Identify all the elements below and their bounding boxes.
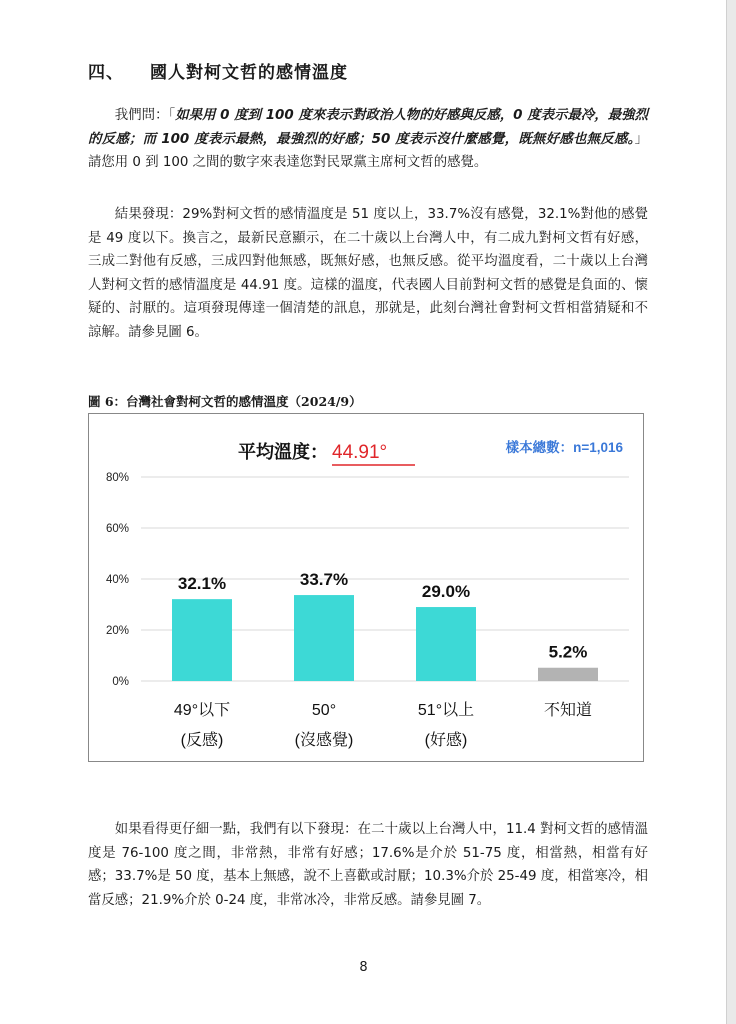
bar-value-label: 33.7%	[299, 570, 349, 590]
x-tick-label: 不知道	[543, 702, 593, 719]
chart-container	[88, 413, 644, 762]
bar	[294, 595, 354, 681]
x-tick-sublabel: (沒感覺)	[294, 732, 354, 749]
y-tick-label: 0%	[112, 676, 129, 688]
question-lead: 我們問：「	[114, 108, 176, 123]
page-number: 8	[359, 960, 368, 975]
paragraph-question	[88, 104, 648, 175]
chart-title: 平均溫度：	[238, 442, 328, 462]
section-title: 國人對柯文哲的感情溫度	[150, 63, 348, 83]
bar	[172, 599, 232, 681]
chart-average-value: 44.91°	[332, 442, 388, 463]
page-edge	[726, 0, 736, 1024]
y-tick-label: 40%	[105, 574, 129, 586]
bar-value-label: 29.0%	[421, 582, 471, 602]
section-number: 四、	[88, 63, 124, 83]
y-tick-label: 20%	[105, 625, 129, 637]
x-tick-label: 49°以下	[173, 702, 231, 719]
bar-value-label: 32.1%	[177, 574, 227, 594]
section-heading	[88, 58, 348, 83]
bar	[538, 668, 598, 681]
paragraph-results: 結果發現：29%對柯文哲的感情溫度是 51 度以上，33.7%沒有感覺，32.1%對他的感覺是 49 度以下。換言之，最新民意顯示，在二十歲以上台灣人中，有二成九對柯文哲有好感，三成二對他有反感，三成四對他無感，既無好感，也無反感。從平均溫度看，二十歲以上台灣人對柯文哲的感情溫度是 44.91 度。這樣的溫度，代表國人目前對柯文哲的感覺是負面的、懷疑的、討厭的。這項發現傳達一個清楚的訊息，那就是，此刻台灣社會對柯文哲相當猜疑和不諒解。請參見圖 6。	[88, 207, 648, 340]
bar-chart	[89, 414, 643, 761]
chart-sample-note: 樣本總數：n=1,016	[505, 440, 623, 455]
x-tick-sublabel: (反感)	[180, 732, 224, 749]
figure-caption: 圖 6：台灣社會對柯文哲的感情溫度（2024/9）	[88, 394, 362, 409]
question-text: 如果用 0 度到 100 度來表示對政治人物的好感與反感，0 度表示最冷，最強烈的反感；而 100 度表示最熱，最強烈的好感；50 度表示沒什麼感覺，既無好感也無反感。	[88, 108, 648, 147]
y-tick-label: 60%	[105, 523, 129, 535]
paragraph-detail: 如果看得更仔細一點，我們有以下發現：在二十歲以上台灣人中，11.4 對柯文哲的感情溫度是 76-100 度之間，非常熱，非常有好感；17.6%是介於 51-75 度，相當熱，相當有好感；33.7%是 50 度，基本上無感，說不上喜歡或討厭；10.3%介於 25-49 度，相當寒冷，相當反感；21.9%介於 0-24 度，非常冰冷，非常反感。請參見圖 7。	[88, 822, 648, 908]
bar	[416, 607, 476, 681]
x-tick-label: 51°以上	[417, 702, 475, 719]
question-tail: 」請您用 0 到 100 之間的數字來表達您對民眾黨主席柯文哲的感覺。	[88, 131, 648, 170]
x-tick-sublabel: (好感)	[424, 732, 468, 749]
x-tick-label: 50°	[311, 702, 337, 719]
bar-value-label: 5.2%	[548, 642, 588, 662]
y-tick-label: 80%	[105, 472, 129, 484]
